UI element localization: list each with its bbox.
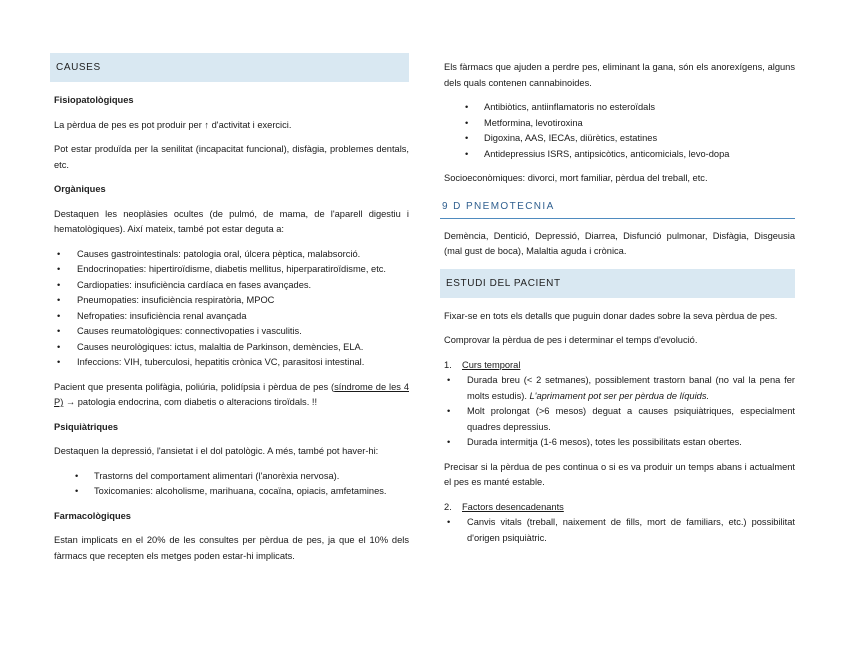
estudi-paragraph-3: Precisar si la pèrdua de pes continua o si es va produir un temps abans i actualment el pes es manté estable. — [444, 461, 795, 487]
factors-number: 2. — [444, 501, 452, 512]
list-item: • Pneumopaties: insuficiència respiratòria, MPOC — [54, 293, 409, 309]
sindrome-4p-paragraph — [54, 380, 409, 411]
causes-header: CAUSES — [50, 53, 409, 82]
curs-temporal-list — [440, 373, 795, 451]
psiquiatriques-heading: Psiquiàtriques — [54, 421, 119, 432]
right-column — [440, 60, 795, 555]
list-item: • Causes gastrointestinals: patologia oral, úlcera pèptica, malabsorció. — [54, 247, 409, 263]
organiques-paragraph: Destaquen les neoplàsies ocultes (de pulmó, de mama, de l'aparell digestiu i hematològiques). Així mateix, també pot estar deguta a: — [54, 208, 409, 234]
farmacologiques-heading: Farmacològiques — [54, 510, 131, 521]
anorexigens-paragraph: Els fàrmacs que ajuden a perdre pes, eliminant la gana, són els anorexígens, alguns dels quals contenen cannabinoides. — [444, 62, 795, 88]
list-item — [444, 373, 795, 404]
list-item: • Metformina, levotiroxina — [444, 116, 795, 132]
curs-number: 1. — [444, 359, 452, 370]
fisio-heading: Fisiopatològiques — [54, 95, 134, 105]
list-item: • Causes neurològiques: ictus, malaltia de Parkinson, demències, ELA. — [54, 340, 409, 356]
list-item: • Antibiòtics, antiinflamatoris no esteroïdals — [444, 100, 795, 116]
left-column — [50, 53, 409, 573]
list-item-text: Durada intermitja (1-6 mesos), totes les possibilitats estan obertes. — [467, 437, 742, 447]
organiques-list — [50, 247, 409, 371]
list-item-italic: L'aprimament pot ser per pèrdua de líquids. — [529, 390, 710, 401]
list-item: • Cardiopaties: insuficiència cardíaca en fases avançades. — [54, 278, 409, 294]
factors-title: Factors desencadenants — [462, 501, 564, 512]
list-item: • Trastorns del comportament alimentari (l'anorèxia nervosa). — [54, 469, 409, 485]
list-item-text: Molt prolongat (>6 mesos) deguat a causes psiquiàtriques, especialment quadres depressius. — [467, 406, 795, 432]
factors-list — [440, 515, 795, 546]
list-item: • Nefropaties: insuficiència renal avançada — [54, 309, 409, 325]
estudi-paragraph-2: Comprovar la pèrdua de pes i determinar el temps d'evolució. — [444, 335, 698, 345]
psiquiatriques-paragraph: Destaquen la depressió, l'ansietat i el dol patològic. A més, també pot haver-hi: — [54, 446, 379, 456]
curs-title: Curs temporal — [462, 359, 521, 370]
mnemotecnia-paragraph: Demència, Dentició, Depressió, Diarrea, Disfunció pulmonar, Disfàgia, Disgeusia (mal gust de boca), Malaltia aguda i crònica. — [444, 230, 795, 256]
estudi-paragraph-1: Fixar-se en tots els detalls que puguin donar dades sobre la seva pèrdua de pes. — [444, 310, 778, 321]
list-item: • Causes reumatològiques: connectivopaties i vasculitis. — [54, 324, 409, 340]
factors-heading — [444, 500, 795, 516]
sindrome-text-a: Pacient que presenta polifàgia, poliúria, polidípsia i pèrdua de pes ( — [54, 381, 335, 392]
sindrome-4p-link[interactable]: síndrome de les 4 P) — [54, 381, 409, 407]
mnemotecnia-header: 9 D PNEMOTECNIA — [440, 196, 795, 219]
psiquiatriques-list — [50, 469, 409, 500]
fisio-paragraph-2: Pot estar produïda per la senilitat (incapacitat funcional), disfàgia, problemes dentals, etc. — [54, 144, 409, 170]
organiques-heading: Orgàniques — [54, 184, 106, 194]
list-item: • Canvis vitals (treball, naixement de fills, mort de familiars, etc.) possibilitat d'origen psiquiàtric. — [444, 515, 795, 546]
socioeconomiques-paragraph: Socioeconòmiques: divorci, mort familiar, pèrdua del treball, etc. — [444, 173, 708, 183]
list-item: • Endocrinopaties: hipertiroïdisme, diabetis mellitus, hiperparatiroïdisme, etc. — [54, 262, 409, 278]
list-item: • Infeccions: VIH, tuberculosi, hepatitis crònica VC, parasitosi intestinal. — [54, 355, 409, 371]
list-item — [444, 404, 795, 435]
farmacs-list — [440, 100, 795, 162]
list-item: • Digoxina, AAS, IECAs, diürètics, estatines — [444, 131, 795, 147]
list-item-text: Durada breu (< 2 setmanes), possiblement trastorn banal (no val la pena fer molts estudis). — [467, 375, 795, 401]
list-item — [444, 435, 795, 451]
curs-temporal-heading — [444, 358, 795, 374]
list-item: • Antidepressius ISRS, antipsicòtics, anticomicials, levo-dopa — [444, 147, 795, 163]
farmacologiques-paragraph: Estan implicats en el 20% de les consultes per pèrdua de pes, ja que el 10% dels fàrmacs que recepten els metges poden estar-hi implicats. — [54, 535, 409, 561]
list-item: • Toxicomanies: alcoholisme, marihuana, cocaïna, opiacis, amfetamines. — [54, 484, 409, 500]
sindrome-text-b: → patologia endocrina, com diabetis o alteracions tiroïdals. !! — [63, 397, 318, 407]
estudi-header: ESTUDI DEL PACIENT — [440, 269, 795, 298]
fisio-paragraph-1: La pèrdua de pes es pot produir per ↑ d'activitat i exercici. — [54, 119, 292, 130]
